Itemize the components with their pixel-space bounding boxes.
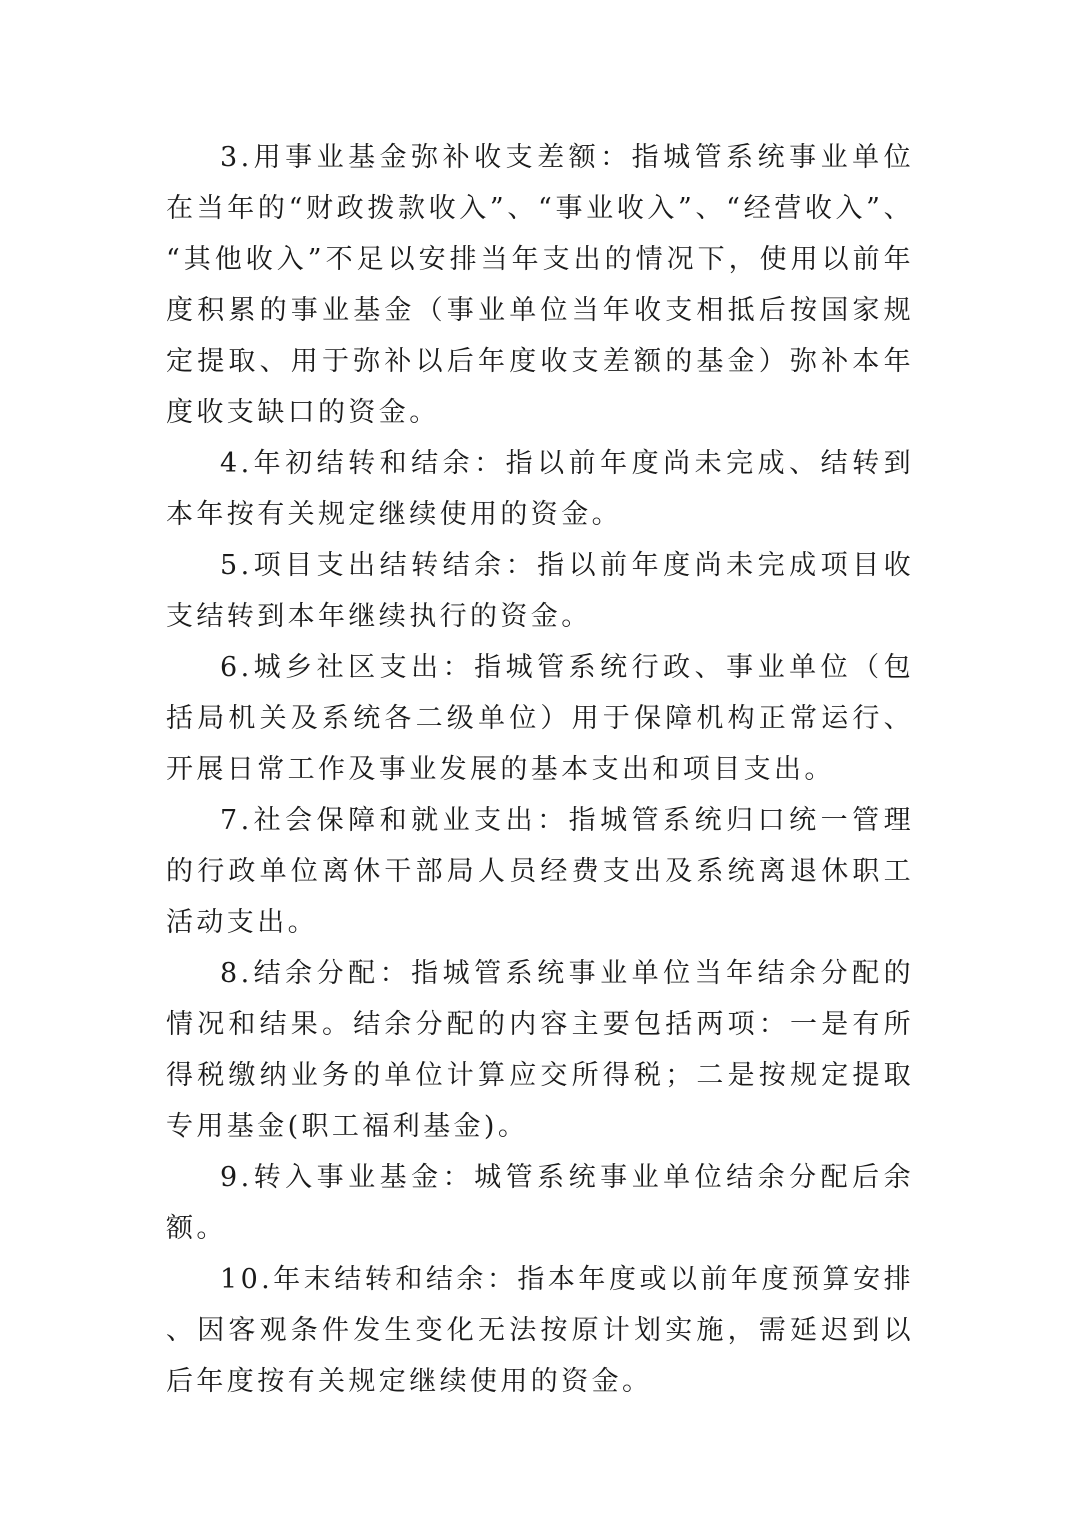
paragraph-item-10: 10.年末结转和结余：指本年度或以前年度预算安排、因客观条件发生变化无法按原计划实施，需延迟到以后年度按有关规定继续使用的资金。 — [166, 1264, 914, 1397]
paragraph-item-4: 4.年初结转和结余：指以前年度尚未完成、结转到本年按有关规定继续使用的资金。 — [166, 448, 914, 530]
paragraph-item-3: 3.用事业基金弥补收支差额：指城管系统事业单位在当年的“财政拨款收入”、“事业收入”、“经营收入”、“其他收入”不足以安排当年支出的情况下，使用以前年度积累的事业基金（事业单位当年收支相抵后按国家规定提取、用于弥补以后年度收支差额的基金）弥补本年度收支缺口的资金。 — [166, 142, 914, 428]
paragraph-item-7: 7.社会保障和就业支出：指城管系统归口统一管理的行政单位离休干部局人员经费支出及系统离退休职工活动支出。 — [166, 805, 914, 938]
paragraph-item-9: 9.转入事业基金：城管系统事业单位结余分配后余额。 — [166, 1162, 914, 1244]
paragraph-item-6: 6.城乡社区支出：指城管系统行政、事业单位（包括局机关及系统各二级单位）用于保障机构正常运行、开展日常工作及事业发展的基本支出和项目支出。 — [166, 652, 914, 785]
paragraph-item-8: 8.结余分配：指城管系统事业单位当年结余分配的情况和结果。结余分配的内容主要包括两项：一是有所得税缴纳业务的单位计算应交所得税；二是按规定提取专用基金(职工福利基金)。 — [166, 958, 914, 1142]
document-body — [166, 132, 914, 1407]
paragraph-item-5: 5.项目支出结转结余：指以前年度尚未完成项目收支结转到本年继续执行的资金。 — [166, 550, 914, 632]
